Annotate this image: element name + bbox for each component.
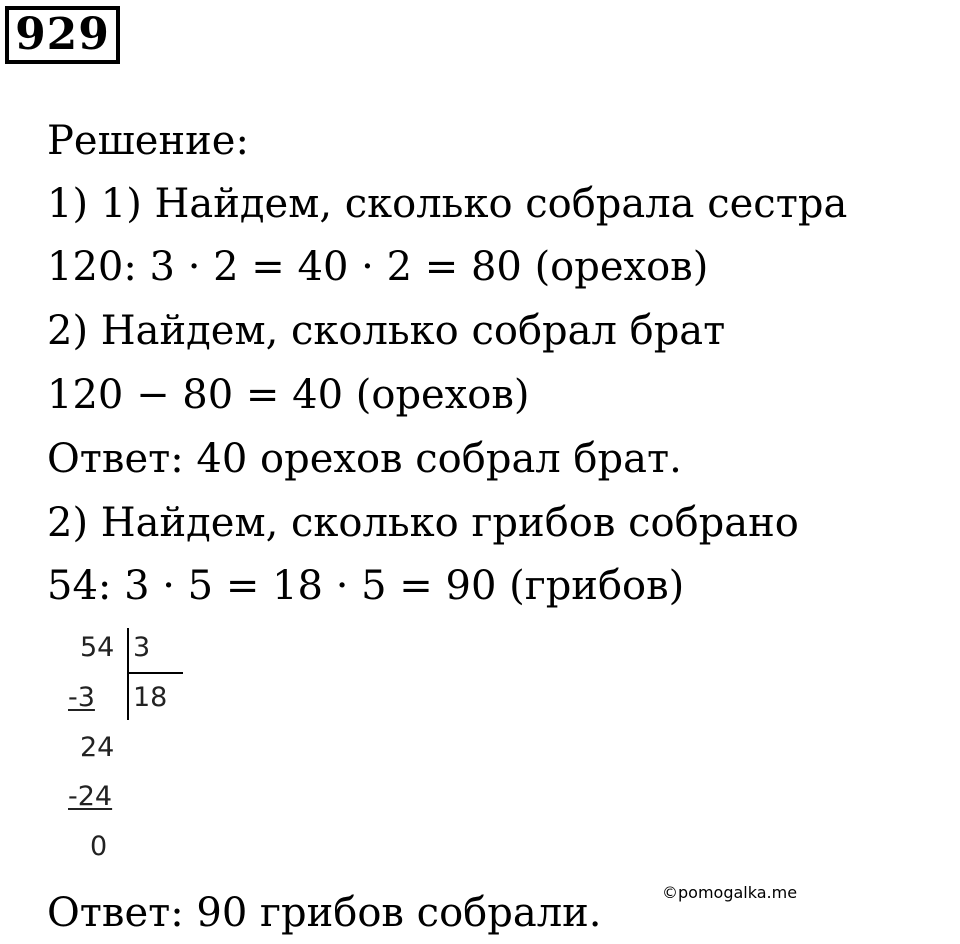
answer-1: Ответ: 40 орехов собрал брат.	[47, 436, 682, 482]
step-1-expression: 120: 3 · 2 = 40 · 2 = 80 (орехов)	[47, 244, 709, 290]
division-quotient: 18	[133, 682, 168, 713]
solution-heading: Решение:	[47, 118, 249, 164]
step-2-expression: 120 − 80 = 40 (орехов)	[47, 372, 530, 418]
division-horizontal-line	[128, 672, 183, 674]
division-dividend: 54	[80, 632, 115, 663]
step-1-text: 1) 1) Найдем, сколько собрала сестра	[47, 181, 848, 227]
final-answer: Ответ: 90 грибов собрали.	[47, 890, 602, 936]
part-2-expression: 54: 3 · 5 = 18 · 5 = 90 (грибов)	[47, 563, 685, 609]
division-remainder-1: 24	[80, 732, 115, 763]
division-remainder-final: 0	[90, 831, 108, 862]
watermark: ©pomogalka.me	[662, 883, 798, 902]
division-subtract-1: -3	[68, 682, 95, 713]
division-subtract-2: -24	[68, 781, 113, 812]
task-number-box: 929	[5, 6, 120, 64]
division-divisor: 3	[133, 632, 151, 663]
step-2-text: 2) Найдем, сколько собрал брат	[47, 308, 726, 354]
part-2-text: 2) Найдем, сколько грибов собрано	[47, 500, 799, 546]
division-vertical-line	[127, 628, 129, 720]
